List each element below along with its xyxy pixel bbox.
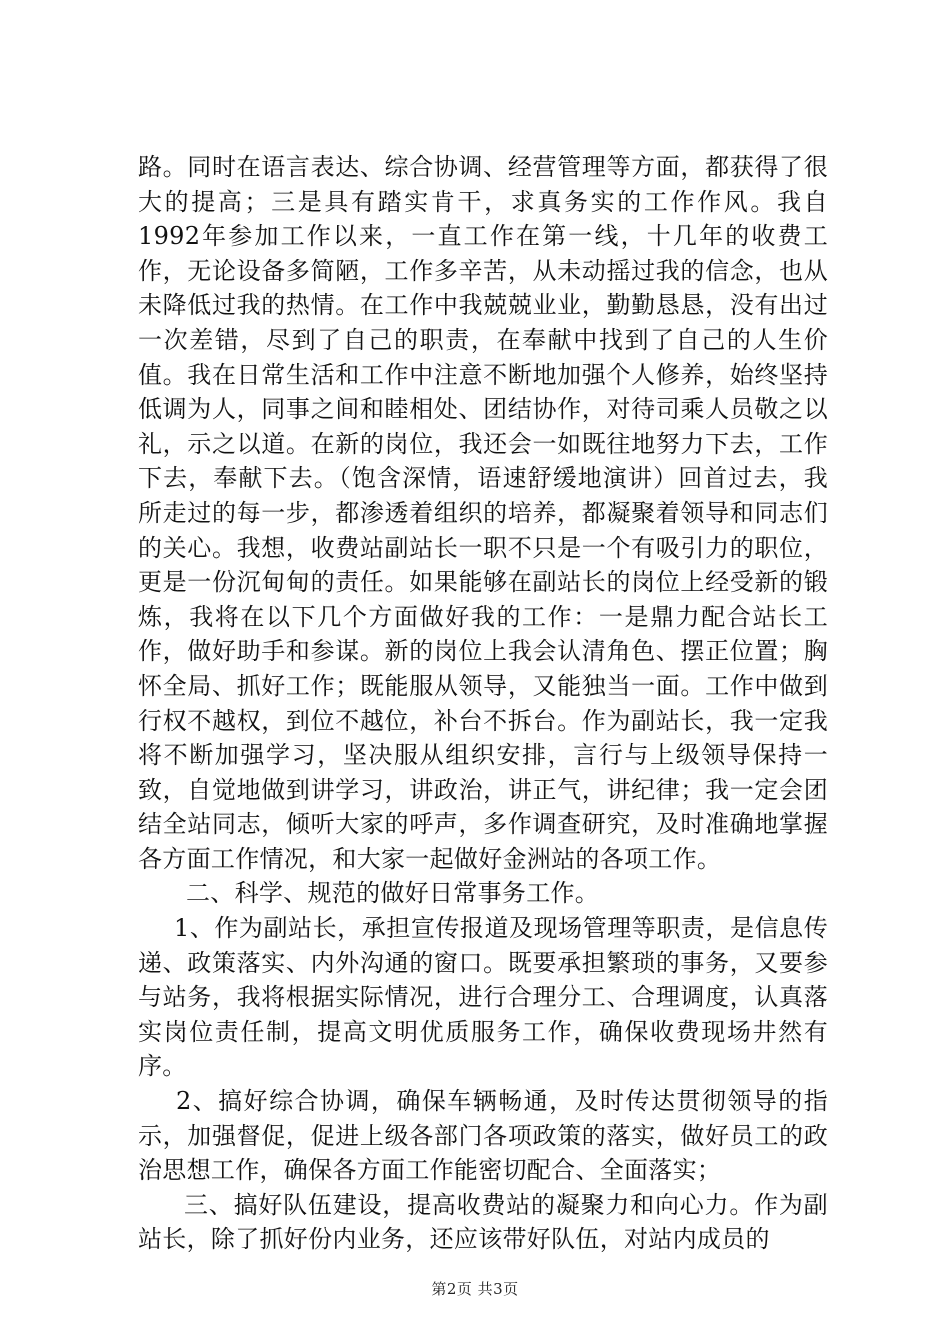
body-paragraph-item-2: 2、搞好综合协调，确保车辆畅通，及时传达贯彻领导的指示，加强督促，促进上级各部门各项政策的落实，做好员工的政治思想工作，确保各方面工作能密切配合、全面落实； bbox=[138, 1087, 828, 1185]
document-body bbox=[138, 150, 828, 1257]
section-heading-3: 三、搞好队伍建设，提高收费站的凝聚力和向心力。作为副站长，除了抓好份内业务，还应该带好队伍，对站内成员的 bbox=[138, 1190, 828, 1254]
body-paragraph-item-1: 1、作为副站长，承担宣传报道及现场管理等职责，是信息传递、政策落实、内外沟通的窗口。既要承担繁琐的事务，又要参与站务，我将根据实际情况，进行合理分工、合理调度，认真落实岗位责任制，提高文明优质服务工作，确保收费现场井然有序。 bbox=[138, 914, 828, 1081]
body-paragraph-1: 路。同时在语言表达、综合协调、经营管理等方面，都获得了很大的提高；三是具有踏实肯干，求真务实的工作作风。我自1992年参加工作以来，一直工作在第一线，十几年的收费工作，无论设备多简陋，工作多辛苦，从未动摇过我的信念，也从未降低过我的热情。在工作中我兢兢业业，勤勤恳恳，没有出过一次差错，尽到了自己的职责，在奉献中找到了自己的人生价值。我在日常生活和工作中注意不断地加强个人修养，始终坚持低调为人，同事之间和睦相处、团结协作，对待司乘人员敬之以礼，示之以道。在新的岗位，我还会一如既往地努力下去，工作下去，奉献下去。（饱含深情，语速舒缓地演讲）回首过去，我所走过的每一步，都渗透着组织的培养，都凝聚着领导和同志们的关心。我想，收费站副站长一职不只是一个有吸引力的职位，更是一份沉甸甸的责任。如果能够在副站长的岗位上经受新的锻炼，我将在以下几个方面做好我的工作：一是鼎力配合站长工作，做好助手和参谋。新的岗位上我会认清角色、摆正位置；胸怀全局、抓好工作；既能服从领导，又能独当一面。工作中做到行权不越权，到位不越位，补台不拆台。作为副站长，我一定我将不断加强学习，坚决服从组织安排，言行与上级领导保持一致，自觉地做到讲学习，讲政治，讲正气，讲纪律；我一定会团结全站同志，倾听大家的呼声，多作调查研究，及时准确地掌握各方面工作情况，和大家一起做好金洲站的各项工作。 bbox=[138, 153, 828, 873]
section-heading-2: 二、科学、规范的做好日常事务工作。 bbox=[186, 879, 600, 908]
page-footer: 第2页 共3页 bbox=[431, 1280, 519, 1298]
